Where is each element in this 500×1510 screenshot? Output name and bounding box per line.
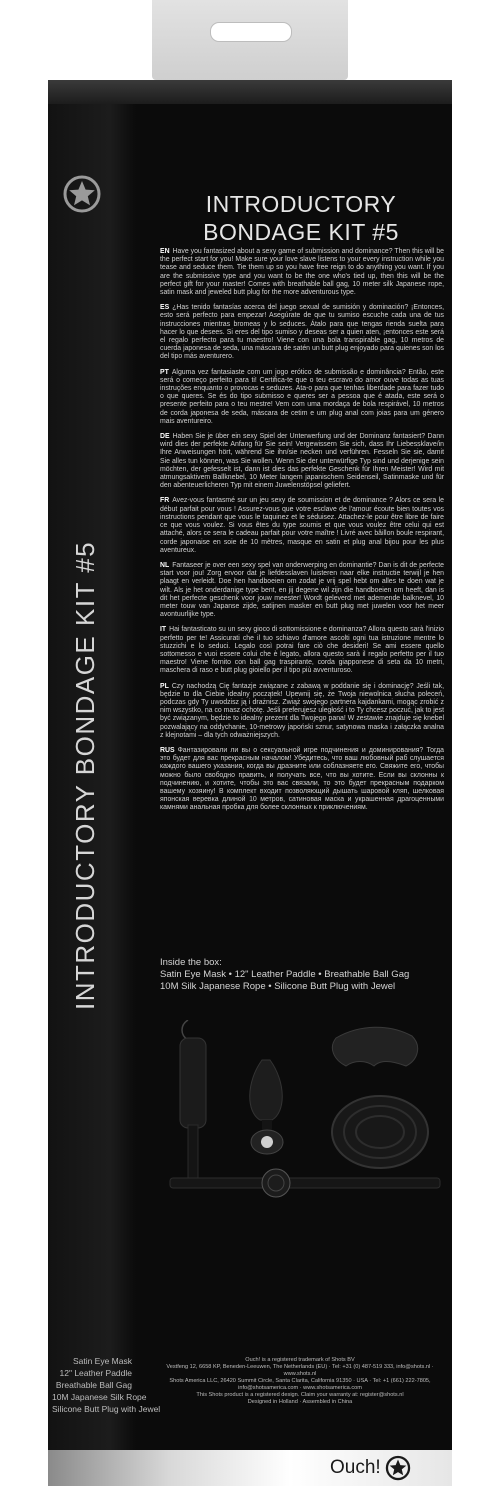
product-title — [150, 190, 452, 246]
side-product-title: INTRODUCTORY BONDAGE KIT #5 — [70, 540, 100, 1010]
product-title-line2: BONDAGE KIT #5 — [203, 219, 399, 245]
inside-box-line: 10M Silk Japanese Rope • Silicone Butt Plug with Jewel — [160, 981, 396, 992]
description-text: Alguma vez fantasiaste com um jogo erótico de submissão e dominância? Então, este será o começo perfeito para ti! Certifica-te que o teu escravo do amor ouve todas as tuas instruções enquanto o provocas e seduzes. Ata-o para que tenhas liberdade para fazer tudo o que queres. Se és do tipo submisso e queres ser a pessoa que é atada, este será o presente perfeito para o teu mestre! Vem com uma mordaça de bola respirável, 10 metros de corda japonesa de seda, máscara de cetim e um plug anal com joias para um género mais aventureiro. — [160, 368, 444, 425]
inside-box-list — [160, 957, 450, 993]
brand-name: Ouch! — [330, 1457, 381, 1478]
legal-line: Designed in Holland · Assembled in China — [247, 1399, 353, 1405]
lang-code: NL — [160, 561, 170, 569]
side-contents-item: 10M Japanese Silk Rope — [52, 1392, 147, 1402]
legal-line: Shots America LLC, 26420 Summit Circle, Santa Clarita, California 91350 · USA · Tel: +1 (661) 222-7805, — [169, 1378, 431, 1384]
lang-code: DE — [160, 433, 170, 441]
butt-plug-image — [250, 1060, 283, 1154]
lang-code: EN — [160, 248, 170, 255]
lang-code: ES — [160, 304, 170, 312]
lang-code: PT — [160, 368, 169, 376]
inside-box-heading: Inside the box: — [160, 957, 222, 968]
hang-hole — [210, 22, 292, 42]
description-nl — [160, 562, 444, 619]
description-en — [160, 248, 444, 297]
description-text: Have you fantasized about a sexy game of submission and dominance? Then this will be the perfect start for you! Make sure your love slave listens to your every instruction while you tease and seduce them. Tie them up so you have free reign to do anything you want. If you are the submissive type and you want to be the one who's tied up, then this will be the perfect gift for your master! Comes with breathable ball gag, 10 meter silk Japanese rope, satin mask and jeweled butt plug for the more adventurous type. — [160, 248, 444, 297]
eye-mask-image — [332, 1027, 417, 1066]
description-block — [160, 248, 444, 820]
brand-logo — [330, 1452, 452, 1484]
lang-code: IT — [160, 626, 167, 634]
hang-tab — [152, 0, 348, 80]
side-contents-item: Silicone Butt Plug with Jewel — [52, 1404, 161, 1414]
description-text: Avez-vous fantasmé sur un jeu sexy de soumission et de dominance ? Alors ce sera le début parfait pour vous ! Assurez-vous que votre esclave de l'amour écoute bien toutes vos instructions pendant que vous le taquinez et le séduisez. Attachez-le pour être libre de faire ce que vous voulez. Si vous êtes du type soumis et que vous voulez être celui qui est attaché, alors ce sera le cadeau parfait pour votre maître ! Livré avec bâillon boule respirant, corde japonaise en soie de 10 mètres, masque en satin et plug anal bijou pour les plus aventureux. — [160, 497, 444, 554]
side-contents-item: Breathable Ball Gag — [55, 1380, 132, 1390]
product-photo — [150, 1020, 450, 1200]
description-text: Фантазировали ли вы о сексуальной игре подчинения и доминирования? Тогда это будет для вас прекрасным началом! Убедитесь, что ваш любовный раб слушается каждого вашего указания, когда вы дразните или соблазняете его. Свяжите его, чтобы можно было свободно править, и получать все, что вы хотите. Если вы склонны к подчинению, и хотите, чтобы это вас связали, то это будет прекрасным подарком вашему хозяину! В комплект входит позволяющий дышать шаровой кляп, шелковая японская веревка длиной 10 метров, сатиновая маска и украшенная драгоценными камнями анальная пробка для более склонных к приключениям. — [160, 746, 444, 812]
rope-image — [332, 1096, 428, 1168]
leather-paddle-image — [180, 1020, 206, 1185]
box-top-flap — [48, 80, 452, 106]
legal-line: Ouch! is a registered trademark of Shots BV — [245, 1357, 355, 1363]
inside-box-line: Satin Eye Mask • 12" Leather Paddle • Breathable Ball Gag — [160, 969, 410, 980]
description-text: Haben Sie je über ein sexy Spiel der Unterwerfung und der Dominanz fantasiert? Dann wird dies der perfekte Anfang für Sie sein! Vergewissern Sie sich, dass Ihr Liebessklave/in Ihre Anweisungen hört, während Sie ihn/sie necken und verführen. Fesseln Sie sie, damit Sie alles tun können, was Sie wollen. Wenn Sie der unterwürfige Typ sind und derjenige sein möchten, der gefesselt ist, dann ist dies das perfekte Geschenk für Ihren Meister! Wird mit atmungsaktivem Ballknebel, 10 Meter langem japanischem Seidenseil, Satinmaske und für den abenteuerlicheren Typ mit einem Juwelenstöpsel geliefert. — [160, 433, 444, 490]
ball-gag-image — [170, 1169, 440, 1197]
description-de — [160, 433, 444, 490]
side-contents-list — [52, 1355, 161, 1415]
lang-code: FR — [160, 497, 170, 505]
description-pl — [160, 683, 444, 740]
description-rus — [160, 747, 444, 813]
description-text: Fantaseer je over een sexy spel van onderwerping en dominantie? Dan is dit de perfecte start voor jou! Zorg ervoor dat je liefdesslaven luisteren naar elke instructie terwijl je hen plaagt en verleidt. Doe hen handboeien om zodat je vrij spel hebt om alles te doen wat je wilt. Als je het onderdanige type bent, en jij degene wil zijn die handboeien om heeft, dan is dit het perfecte geschenk voor jouw meester! Wordt geleverd met ademende balknevel, 10 meter touw van Japanse zijde, satijnen masker en butt plug met juwelen voor het meer avontuurlijke type. — [160, 561, 444, 619]
description-it — [160, 626, 444, 675]
side-contents-item: Satin Eye Mask — [72, 1356, 132, 1366]
star-circle-icon — [385, 1455, 411, 1481]
description-text: ¿Has tenido fantasías acerca del juego sexual de sumisión y dominación? ¡Entonces, esto será perfecto para empezar! Asegúrate de que tu sumiso escuche cada una de tus instrucciones mientras bromeas y lo seduces. Átalo para que tengas rienda suelta para hacer lo que desees. Si eres del tipo sumiso y deseas ser a quien aten, ¡entonces este será el regalo perfecto para tu maestro! Viene con una bola transpirable gag, 10 metros de cuerda japonesa de seda, una máscara de satén un butt plug enjoyado para quienes son los del tipo más aventurero. — [160, 304, 444, 361]
product-title-line1: INTRODUCTORY — [205, 191, 397, 217]
side-contents-item: 12" Leather Paddle — [59, 1368, 132, 1378]
star-circle-icon — [62, 174, 102, 214]
legal-line: info@shotsamerica.com · www.shotsamerica.com — [238, 1385, 362, 1391]
lang-code: RUS — [160, 746, 175, 754]
description-pt — [160, 369, 444, 426]
description-es — [160, 304, 444, 361]
description-fr — [160, 497, 444, 554]
legal-line: Vestfeng 12, 6658 KP, Beneden-Leeuwen, The Netherlands (EU) · Tel: +31 (0) 487-519 333, info@shots.nl · www.shots.nl — [166, 1364, 434, 1377]
legal-line: This Shots product is a registered design. Claim your warranty at: register@shots.nl — [196, 1392, 404, 1398]
description-text: Czy nachodzą Cię fantazje związane z zabawą w poddanie się i dominację? Jeśli tak, będzie to dla Ciebie idealny początek! Upewnij się, że Twoja niewolnica słucha poleceń, podczas gdy Ty uwodzisz ją i drażnisz. Zwiąż swojego partnera kajdankami, mogąc zrobić z nim wszystko, na co masz ochotę. Jeśli preferujesz uległość i to Ty chcesz poczuć, jak to jest być związanym, będzie to idealny prezent dla Twojego pana! W zestawie znajduje się knebel pozwalający na oddychanie, 10-metrowy japoński sznur, satynowa maska i załączka analna z klejnotami – dla tych odważniejszych. — [160, 682, 444, 739]
lang-code: PL — [160, 682, 169, 690]
legal-info — [150, 1357, 450, 1406]
description-text: Hai fantasticato su un sexy gioco di sottomissione e dominanza? Allora questo sarà l'inizio perfetto per te! Assicurati che il tuo schiavo d'amore ascolti ogni tua istruzione mentre lo stuzzichi e lo seduci. Legalo così potrai fare ciò che desideri! Se ami essere quello sottomesso e vuoi essere colui che è legato, allora questo sarà il regalo perfetto per il tuo maestro! Viene fornito con ball gag traspirante, corda giapponese di seta da 10 metri, maschera di raso e butt plug gioiello per il tipo più avventuroso. — [160, 626, 444, 675]
